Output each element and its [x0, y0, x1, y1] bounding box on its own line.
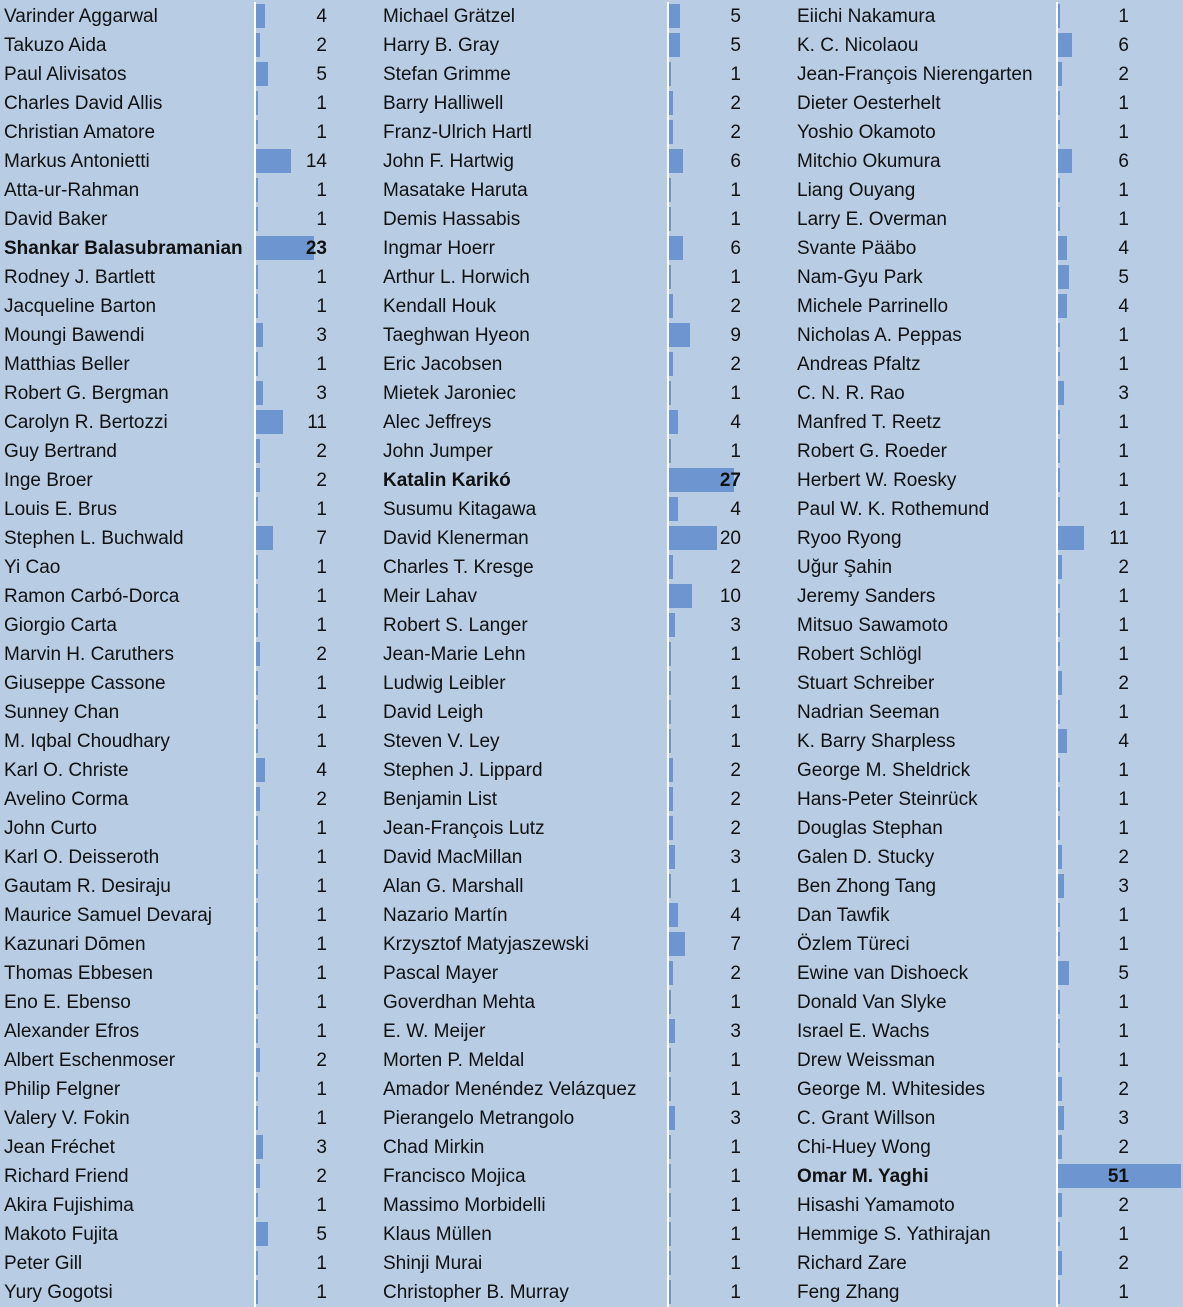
row-value: 2 [730, 296, 741, 317]
row-name: Donald Van Slyke [797, 992, 947, 1013]
row-name: M. Iqbal Choudhary [4, 731, 170, 752]
row-name: Massimo Morbidelli [383, 1195, 546, 1216]
row-value: 5 [1118, 267, 1129, 288]
row-name: Jeremy Sanders [797, 586, 936, 607]
row-name: Eiichi Nakamura [797, 6, 936, 27]
row-value: 6 [1118, 151, 1129, 172]
row-name: Philip Felgner [4, 1079, 121, 1100]
row-value: 1 [1118, 122, 1129, 143]
row-name: Hemmige S. Yathirajan [797, 1224, 991, 1245]
row-name: Susumu Kitagawa [383, 499, 537, 520]
row-name: Herbert W. Roesky [797, 470, 957, 491]
row-name: Albert Eschenmoser [4, 1050, 176, 1071]
row-value: 1 [730, 876, 741, 897]
row-name: Jean-François Nierengarten [797, 64, 1033, 85]
row-name: Pascal Mayer [383, 963, 499, 984]
row-value: 1 [1118, 760, 1129, 781]
row-value: 1 [316, 702, 327, 723]
row-value: 1 [316, 818, 327, 839]
row-value: 1 [730, 267, 741, 288]
row-value: 1 [730, 1282, 741, 1303]
row-value: 2 [730, 760, 741, 781]
row-value: 1 [730, 383, 741, 404]
row-name: Svante Pääbo [797, 238, 917, 259]
row-value: 1 [1118, 354, 1129, 375]
row-value: 2 [1118, 1195, 1129, 1216]
row-value: 1 [316, 615, 327, 636]
row-value: 1 [730, 1166, 741, 1187]
row-name: Makoto Fujita [4, 1224, 119, 1245]
row-value: 5 [316, 64, 327, 85]
row-value: 1 [316, 673, 327, 694]
row-name: Yury Gogotsi [4, 1282, 113, 1303]
row-name: Galen D. Stucky [797, 847, 935, 868]
row-name: David Leigh [383, 702, 484, 723]
row-name: Atta-ur-Rahman [4, 180, 140, 201]
row-value: 1 [316, 180, 327, 201]
row-name: Carolyn R. Bertozzi [4, 412, 168, 433]
row-name: Omar M. Yaghi [797, 1166, 929, 1187]
row-value: 4 [1118, 238, 1129, 259]
row-value: 1 [730, 644, 741, 665]
row-value: 2 [730, 354, 741, 375]
row-value: 5 [316, 1224, 327, 1245]
row-value: 1 [730, 180, 741, 201]
row-name: Stephen J. Lippard [383, 760, 543, 781]
row-value: 2 [1118, 1079, 1129, 1100]
row-name: Jean-François Lutz [383, 818, 545, 839]
row-value: 1 [1118, 1224, 1129, 1245]
row-value: 4 [730, 905, 741, 926]
row-value: 2 [730, 963, 741, 984]
row-name: Eric Jacobsen [383, 354, 503, 375]
row-value: 1 [316, 557, 327, 578]
row-value: 3 [1118, 383, 1129, 404]
row-value: 1 [730, 1253, 741, 1274]
row-value: 4 [316, 760, 327, 781]
row-value: 1 [1118, 702, 1129, 723]
row-value: 6 [730, 238, 741, 259]
row-name: Ramon Carbó-Dorca [4, 586, 180, 607]
row-value: 2 [730, 789, 741, 810]
row-value: 51 [1107, 1166, 1129, 1187]
row-value: 1 [1118, 412, 1129, 433]
row-value: 1 [1118, 325, 1129, 346]
row-value: 1 [1118, 905, 1129, 926]
row-value: 2 [1118, 64, 1129, 85]
row-name: Peter Gill [4, 1253, 83, 1274]
row-name: Chad Mirkin [383, 1137, 485, 1158]
row-name: George M. Sheldrick [797, 760, 971, 781]
row-value: 1 [316, 934, 327, 955]
row-value: 2 [316, 35, 327, 56]
row-name: Masatake Haruta [383, 180, 528, 201]
row-name: Mitchio Okumura [797, 151, 941, 172]
row-name: Christopher B. Murray [383, 1282, 569, 1303]
row-value: 1 [316, 1253, 327, 1274]
row-name: Barry Halliwell [383, 93, 504, 114]
row-name: Jean Fréchet [4, 1137, 115, 1158]
row-name: Mitsuo Sawamoto [797, 615, 949, 636]
row-name: Eno E. Ebenso [4, 992, 131, 1013]
row-name: Robert S. Langer [383, 615, 528, 636]
row-name: Pierangelo Metrangolo [383, 1108, 575, 1129]
row-name: Nadrian Seeman [797, 702, 940, 723]
row-name: Karl O. Deisseroth [4, 847, 160, 868]
row-name: Inge Broer [4, 470, 93, 491]
row-value: 1 [316, 354, 327, 375]
row-value: 1 [316, 905, 327, 926]
row-value: 1 [1118, 789, 1129, 810]
row-value: 2 [316, 441, 327, 462]
row-value: 1 [1118, 818, 1129, 839]
row-name: Christian Amatore [4, 122, 156, 143]
row-value: 1 [1118, 1050, 1129, 1071]
row-value: 4 [1118, 731, 1129, 752]
row-name: Richard Zare [797, 1253, 907, 1274]
row-value: 1 [1118, 93, 1129, 114]
row-value: 3 [730, 1108, 741, 1129]
row-name: Giorgio Carta [4, 615, 117, 636]
row-name: Manfred T. Reetz [797, 412, 942, 433]
row-value: 5 [730, 35, 741, 56]
row-name: K. C. Nicolaou [797, 35, 919, 56]
row-name: Dieter Oesterhelt [797, 93, 941, 114]
row-value: 1 [1118, 644, 1129, 665]
row-value: 1 [730, 673, 741, 694]
row-value: 2 [316, 1050, 327, 1071]
row-value: 9 [730, 325, 741, 346]
row-value: 2 [730, 557, 741, 578]
row-value: 1 [1118, 934, 1129, 955]
row-value: 1 [730, 1224, 741, 1245]
row-name: Israel E. Wachs [797, 1021, 930, 1042]
row-value: 2 [1118, 1253, 1129, 1274]
row-name: Goverdhan Mehta [383, 992, 536, 1013]
row-value: 1 [316, 209, 327, 230]
row-name: Sunney Chan [4, 702, 120, 723]
row-name: Uğur Şahin [797, 557, 893, 578]
row-name: Krzysztof Matyjaszewski [383, 934, 589, 955]
row-value: 1 [1118, 992, 1129, 1013]
row-value: 2 [730, 122, 741, 143]
row-name: Shankar Balasubramanian [4, 238, 243, 259]
row-name: Nicholas A. Peppas [797, 325, 962, 346]
row-name: Ingmar Hoerr [383, 238, 495, 259]
row-name: Matthias Beller [4, 354, 130, 375]
row-name: Hisashi Yamamoto [797, 1195, 955, 1216]
row-value: 11 [1109, 528, 1129, 549]
row-value: 1 [316, 876, 327, 897]
row-name: Douglas Stephan [797, 818, 943, 839]
row-name: Demis Hassabis [383, 209, 521, 230]
row-value: 1 [730, 1195, 741, 1216]
row-value: 1 [1118, 209, 1129, 230]
row-name: Morten P. Meldal [383, 1050, 525, 1071]
row-value: 2 [316, 1166, 327, 1187]
row-name: Amador Menéndez Velázquez [383, 1079, 637, 1100]
row-value: 3 [730, 1021, 741, 1042]
row-name: Benjamin List [383, 789, 498, 810]
row-value: 23 [305, 238, 327, 259]
row-value: 1 [316, 1079, 327, 1100]
row-value: 1 [730, 441, 741, 462]
row-name: Markus Antonietti [4, 151, 150, 172]
row-value: 3 [1118, 1108, 1129, 1129]
row-name: Stefan Grimme [383, 64, 511, 85]
row-name: Robert G. Bergman [4, 383, 169, 404]
row-value: 2 [1118, 847, 1129, 868]
row-value: 1 [1118, 441, 1129, 462]
row-name: Marvin H. Caruthers [4, 644, 174, 665]
row-value: 1 [316, 1108, 327, 1129]
row-name: John Curto [4, 818, 97, 839]
row-name: Harry B. Gray [383, 35, 500, 56]
row-name: Valery V. Fokin [4, 1108, 130, 1129]
row-name: Liang Ouyang [797, 180, 916, 201]
row-name: Varinder Aggarwal [4, 6, 158, 27]
row-value: 1 [316, 1282, 327, 1303]
row-name: Ben Zhong Tang [797, 876, 937, 897]
row-value: 1 [730, 1137, 741, 1158]
row-name: Charles David Allis [4, 93, 163, 114]
row-value: 1 [730, 1050, 741, 1071]
row-value: 3 [730, 847, 741, 868]
row-value: 4 [730, 499, 741, 520]
row-value: 2 [316, 644, 327, 665]
row-name: Feng Zhang [797, 1282, 900, 1303]
row-value: 5 [730, 6, 741, 27]
row-value: 1 [730, 64, 741, 85]
row-name: Jacqueline Barton [4, 296, 157, 317]
row-value: 2 [1118, 557, 1129, 578]
row-value: 3 [316, 325, 327, 346]
row-value: 2 [316, 470, 327, 491]
row-name: David Baker [4, 209, 108, 230]
row-value: 1 [316, 93, 327, 114]
row-value: 1 [316, 1021, 327, 1042]
row-name: John F. Hartwig [383, 151, 514, 172]
row-value: 11 [307, 412, 327, 433]
row-value: 2 [1118, 1137, 1129, 1158]
row-value: 6 [730, 151, 741, 172]
row-value: 6 [1118, 35, 1129, 56]
row-name: Taeghwan Hyeon [383, 325, 530, 346]
row-name: Chi-Huey Wong [797, 1137, 931, 1158]
row-name: Richard Friend [4, 1166, 129, 1187]
row-value: 20 [719, 528, 741, 549]
row-value: 1 [316, 499, 327, 520]
row-name: Gautam R. Desiraju [4, 876, 171, 897]
row-value: 1 [1118, 6, 1129, 27]
row-value: 3 [1118, 876, 1129, 897]
row-value: 1 [1118, 1021, 1129, 1042]
row-name: Larry E. Overman [797, 209, 947, 230]
row-name: Yoshio Okamoto [797, 122, 936, 143]
row-value: 1 [1118, 1282, 1129, 1303]
row-name: Franz-Ulrich Hartl [383, 122, 532, 143]
row-name: Nam-Gyu Park [797, 267, 923, 288]
row-value: 1 [730, 702, 741, 723]
row-name: Kendall Houk [383, 296, 497, 317]
row-name: Thomas Ebbesen [4, 963, 153, 984]
row-name: Klaus Müllen [383, 1224, 492, 1245]
row-name: David Klenerman [383, 528, 529, 549]
row-value: 1 [316, 1195, 327, 1216]
row-name: Ryoo Ryong [797, 528, 902, 549]
row-value: 3 [316, 1137, 327, 1158]
row-name: Yi Cao [4, 557, 61, 578]
row-name: E. W. Meijer [383, 1021, 486, 1042]
row-name: Andreas Pfaltz [797, 354, 921, 375]
row-name: Francisco Mojica [383, 1166, 526, 1187]
row-value: 2 [1118, 673, 1129, 694]
row-name: C. N. R. Rao [797, 383, 905, 404]
row-value: 1 [730, 992, 741, 1013]
row-name: Alan G. Marshall [383, 876, 524, 897]
row-value: 4 [316, 6, 327, 27]
row-name: Meir Lahav [383, 586, 477, 607]
row-name: Charles T. Kresge [383, 557, 534, 578]
row-name: Takuzo Aida [4, 35, 107, 56]
row-value: 3 [316, 383, 327, 404]
row-value: 1 [316, 296, 327, 317]
row-name: Katalin Karikó [383, 470, 511, 491]
row-value: 1 [316, 731, 327, 752]
row-name: Karl O. Christe [4, 760, 129, 781]
row-value: 2 [730, 818, 741, 839]
row-value: 1 [1118, 180, 1129, 201]
row-name: Louis E. Brus [4, 499, 117, 520]
row-name: Paul Alivisatos [4, 64, 127, 85]
row-value: 3 [730, 615, 741, 636]
row-name: Robert G. Roeder [797, 441, 947, 462]
row-name: Nazario Martín [383, 905, 508, 926]
row-name: Robert Schlögl [797, 644, 922, 665]
row-name: Alec Jeffreys [383, 412, 492, 433]
row-value: 2 [316, 789, 327, 810]
row-value: 14 [305, 151, 327, 172]
row-name: George M. Whitesides [797, 1079, 985, 1100]
row-value: 1 [316, 122, 327, 143]
row-value: 1 [1118, 470, 1129, 491]
row-value: 5 [1118, 963, 1129, 984]
row-value: 1 [1118, 586, 1129, 607]
row-name: Dan Tawfik [797, 905, 890, 926]
row-value: 27 [719, 470, 741, 491]
row-name: Jean-Marie Lehn [383, 644, 526, 665]
row-value: 4 [730, 412, 741, 433]
row-name: Giuseppe Cassone [4, 673, 166, 694]
row-value: 1 [316, 267, 327, 288]
row-value: 7 [316, 528, 327, 549]
row-name: Shinji Murai [383, 1253, 483, 1274]
row-name: Stephen L. Buchwald [4, 528, 184, 549]
row-name: Paul W. K. Rothemund [797, 499, 990, 520]
row-name: Ludwig Leibler [383, 673, 506, 694]
row-name: Özlem Türeci [797, 934, 910, 955]
row-value: 4 [1118, 296, 1129, 317]
row-value: 1 [730, 1079, 741, 1100]
row-name: Akira Fujishima [4, 1195, 134, 1216]
row-name: Maurice Samuel Devaraj [4, 905, 213, 926]
row-value: 1 [730, 209, 741, 230]
row-name: John Jumper [383, 441, 493, 462]
row-name: C. Grant Willson [797, 1108, 936, 1129]
row-value: 7 [730, 934, 741, 955]
row-name: Avelino Corma [4, 789, 129, 810]
row-value: 1 [1118, 499, 1129, 520]
row-name: Kazunari Dōmen [4, 934, 146, 955]
row-name: Moungi Bawendi [4, 325, 145, 346]
row-value: 1 [316, 963, 327, 984]
row-name: David MacMillan [383, 847, 523, 868]
row-name: Michele Parrinello [797, 296, 949, 317]
row-name: K. Barry Sharpless [797, 731, 956, 752]
row-value: 1 [730, 731, 741, 752]
row-name: Ewine van Dishoeck [797, 963, 969, 984]
row-name: Hans-Peter Steinrück [797, 789, 978, 810]
row-name: Drew Weissman [797, 1050, 935, 1071]
row-value: 1 [316, 992, 327, 1013]
row-value: 2 [730, 93, 741, 114]
row-name: Mietek Jaroniec [383, 383, 517, 404]
row-name: Steven V. Ley [383, 731, 500, 752]
row-value: 1 [316, 847, 327, 868]
row-name: Rodney J. Bartlett [4, 267, 156, 288]
row-name: Stuart Schreiber [797, 673, 935, 694]
row-name: Guy Bertrand [4, 441, 117, 462]
row-name: Alexander Efros [4, 1021, 140, 1042]
row-value: 1 [1118, 615, 1129, 636]
row-name: Arthur L. Horwich [383, 267, 530, 288]
row-value: 1 [316, 586, 327, 607]
row-value: 10 [719, 586, 741, 607]
row-name: Michael Grätzel [383, 6, 515, 27]
